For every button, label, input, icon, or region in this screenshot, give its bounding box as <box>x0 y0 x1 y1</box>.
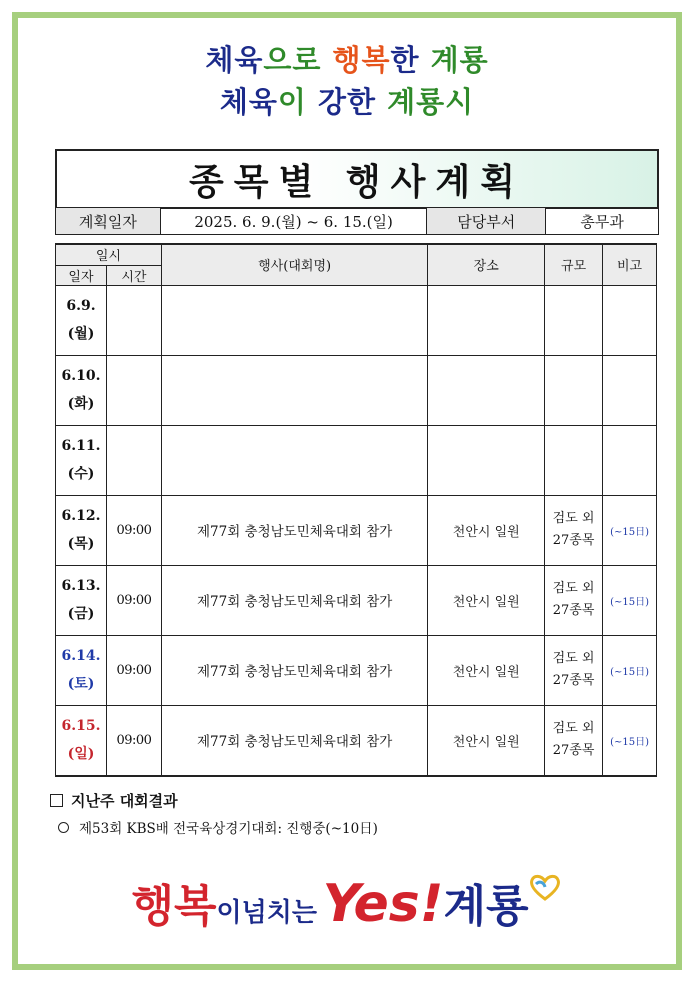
time-cell: 09:00 <box>106 705 161 776</box>
time-cell: 09:00 <box>106 565 161 635</box>
event-cell <box>161 355 427 425</box>
time-cell <box>106 425 161 495</box>
scale-line-1: 검도 외 <box>552 721 595 736</box>
day-text: (금) <box>67 606 95 622</box>
time-cell: 09:00 <box>106 495 161 565</box>
heart-icon <box>528 872 562 902</box>
date-cell <box>56 425 107 495</box>
header-time: 시간 <box>106 265 161 285</box>
slogan-segment: 으로 <box>263 43 333 77</box>
note-cell: (~15日) <box>603 635 657 705</box>
scale-line-2: 27종목 <box>552 533 595 548</box>
date-cell <box>56 565 107 635</box>
date-text: 6.11. <box>61 438 101 454</box>
time-cell: 09:00 <box>106 635 161 705</box>
date-text: 6.12. <box>61 508 101 524</box>
results-heading: 지난주 대회결과 <box>71 792 178 810</box>
event-cell: 제77회 충청남도민체육대회 참가 <box>161 565 427 635</box>
place-cell <box>428 355 545 425</box>
date-cell <box>56 285 107 355</box>
note-cell: (~15日) <box>603 565 657 635</box>
table-row <box>56 355 657 425</box>
event-cell: 제77회 충청남도민체육대회 참가 <box>161 495 427 565</box>
event-cell <box>161 425 427 495</box>
slogan-line-2 <box>0 80 694 121</box>
day-text: (화) <box>67 396 95 412</box>
results-heading-row <box>50 790 378 811</box>
note-cell <box>603 355 657 425</box>
table-row <box>56 565 657 635</box>
day-text: (월) <box>67 326 95 342</box>
scale-line-2: 27종목 <box>552 673 595 688</box>
date-cell <box>56 705 107 776</box>
place-cell <box>428 425 545 495</box>
date-text: 6.13. <box>61 578 101 594</box>
results-item-text: 제53회 KBS배 전국육상경기대회: 진행중(~10日) <box>79 821 378 837</box>
time-cell <box>106 285 161 355</box>
slogan-segment: 계룡시 <box>387 85 475 119</box>
table-row <box>56 635 657 705</box>
scale-line-2: 27종목 <box>552 603 595 618</box>
day-text: (토) <box>67 676 95 692</box>
date-text: 6.15. <box>61 718 101 734</box>
date-cell <box>56 635 107 705</box>
day-text: (목) <box>67 536 95 552</box>
header-place: 장소 <box>428 244 545 285</box>
place-cell: 천안시 일원 <box>428 565 545 635</box>
date-text: 6.10. <box>61 368 101 384</box>
document-title: 종목별 행사계획 <box>189 161 525 203</box>
document-title-box <box>55 149 659 209</box>
note-cell: (~15日) <box>603 495 657 565</box>
header-date: 일자 <box>56 265 107 285</box>
header-datetime: 일시 <box>56 244 162 265</box>
bottom-slogan-part: 계룡 <box>443 881 529 932</box>
place-cell: 천안시 일원 <box>428 495 545 565</box>
hollow-circle-icon <box>58 822 69 833</box>
header-event: 행사(대회명) <box>161 244 427 285</box>
period-label: 계획일자 <box>56 208 161 234</box>
slogan-segment: 이 <box>277 85 318 119</box>
scale-cell <box>545 285 603 355</box>
bottom-slogan-part: Yes! <box>322 874 444 934</box>
slogan-segment: 행복 <box>332 43 391 77</box>
event-cell <box>161 285 427 355</box>
hollow-square-icon <box>50 794 63 807</box>
table-row <box>56 705 657 776</box>
bottom-slogan-part: 행복 <box>131 881 217 932</box>
results-item <box>58 817 378 837</box>
dept-value: 총무과 <box>580 212 624 231</box>
slogan-segment: 한 <box>390 43 431 77</box>
scale-cell <box>545 495 603 565</box>
scale-line-2: 27종목 <box>552 743 595 758</box>
scale-line-1: 검도 외 <box>552 511 595 526</box>
bottom-slogan-part: 이넘치는 <box>216 898 317 928</box>
table-row <box>56 425 657 495</box>
day-text: (일) <box>67 746 95 762</box>
slogan-line-1 <box>0 38 694 79</box>
schedule-table <box>55 243 657 777</box>
time-cell <box>106 355 161 425</box>
date-cell <box>56 355 107 425</box>
note-cell: (~15日) <box>603 705 657 776</box>
bottom-slogan-logo <box>0 870 694 934</box>
place-cell: 천안시 일원 <box>428 705 545 776</box>
note-cell <box>603 425 657 495</box>
place-cell <box>428 285 545 355</box>
scale-cell <box>545 635 603 705</box>
table-row <box>56 285 657 355</box>
slogan-segment: 계룡 <box>430 43 489 77</box>
date-text: 6.14. <box>61 648 101 664</box>
place-cell: 천안시 일원 <box>428 635 545 705</box>
slogan-segment: 강한 <box>317 85 388 119</box>
event-cell: 제77회 충청남도민체육대회 참가 <box>161 705 427 776</box>
date-text: 6.9. <box>66 298 96 314</box>
note-cell <box>603 285 657 355</box>
scale-cell <box>545 355 603 425</box>
scale-cell <box>545 565 603 635</box>
scale-cell <box>545 705 603 776</box>
plan-info-row <box>55 207 659 235</box>
event-cell: 제77회 충청남도민체육대회 참가 <box>161 635 427 705</box>
period-value: 2025. 6. 9.(월) ~ 6. 15.(일) <box>161 208 428 234</box>
day-text: (수) <box>67 466 95 482</box>
scale-cell <box>545 425 603 495</box>
header-scale: 규모 <box>545 244 603 285</box>
table-row <box>56 495 657 565</box>
scale-line-1: 검도 외 <box>552 651 595 666</box>
scale-line-1: 검도 외 <box>552 581 595 596</box>
header-note: 비고 <box>603 244 657 285</box>
slogan-segment: 체육 <box>219 85 278 119</box>
date-cell <box>56 495 107 565</box>
slogan-segment: 체육 <box>205 43 264 77</box>
last-week-results <box>50 790 378 837</box>
dept-label: 담당부서 <box>427 208 546 234</box>
